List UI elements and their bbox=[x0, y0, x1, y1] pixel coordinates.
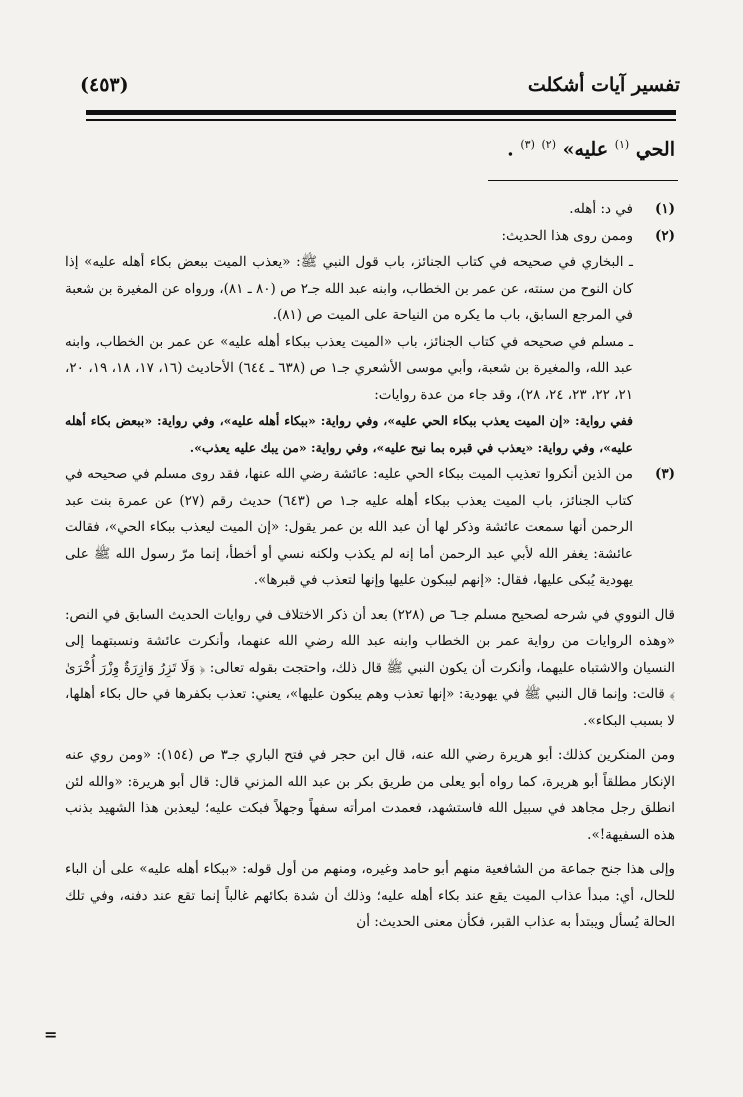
page-number: (٤٥٣) bbox=[80, 74, 129, 96]
footnote-text: في د: أهله. bbox=[569, 201, 633, 217]
footnote-line: ـ البخاري في صحيحه في كتاب الجنائز، باب قول النبي ﷺ: «يعذب الميت ببعض بكاء أهله عليه» إذا كان النوح من سنته، عن عمر بن الخطاب، وابنه عبد الله جـ٢ ص (٨٠ ـ ٨١)، ورواه عن المغيرة بن شعبة في المرجع السابق، باب ما يكره من النياحة على الميت ص (٨١). bbox=[65, 254, 633, 323]
footnote-paragraph: قال النووي في شرحه لصحيح مسلم جـ٦ ص (٢٢٨) بعد أن ذكر الاختلاف في روايات الحديث السابق في النص: «وهذه الروايات من رواية عمر بن الخطاب وابنه عبد الله رضي الله عنهما، وأنكرت عائشة ونسبتهما إلى النسيان والاشتباه عليهما، وأنكرت أن يكون النبي ﷺ قال ذلك، واحتجت بقوله تعالى: ﴿ وَلَا تَزِرُ وَازِرَةٌ وِزْرَ أُخْرَىٰ ﴾ قالت: وإنما قال النبي ﷺ في يهودية: «إنها تعذب وهم يبكون عليها»، يعني: تعذب بكفرها في حال بكاء أهلها، لا بسبب البكاء». bbox=[65, 606, 675, 729]
footnote-2 bbox=[65, 223, 675, 462]
footnote-ref-2: (٢) bbox=[541, 138, 557, 151]
footnote-number: (١) bbox=[654, 201, 675, 217]
main-text-mid: عليه» bbox=[562, 138, 609, 161]
running-title: تفسير آيات أشكلت bbox=[527, 74, 680, 96]
footnote-number: (٣) bbox=[654, 466, 675, 482]
footnote-paragraph: من الذين أنكروا تعذيب الميت ببكاء الحي عليه: عائشة رضي الله عنها، فقد روى مسلم في صحيحه في كتاب الجنائز، باب الميت يعذب ببكاء أهله عليه جـ١ ص (٦٤٣) حديث رقم (٢٧) عن عمرة بنت عبد الرحمن أنها سمعت عائشة وذكر لها أن عبد الله بن عمر يقول: «إن الميت ليعذب ببكاء الحي»، فقالت عائشة: يغفر الله لأبي عبد الرحمن أما إنه لم يكذب ولكنه نسي أو أخطأ، إنما مرّ رسول الله ﷺ على يهودية يُبكى عليها، فقال: «إنهم ليبكون عليها وإنها لتعذب في قبرها». bbox=[65, 466, 634, 588]
main-text-line bbox=[75, 138, 675, 160]
continuation-mark: = bbox=[44, 1025, 58, 1044]
footnote-line: وممن روى هذا الحديث: bbox=[501, 227, 633, 244]
page-header bbox=[80, 74, 680, 102]
footnote-line: ـ مسلم في صحيحه في كتاب الجنائز، باب «الميت يعذب ببكاء أهله عليه» عن عمر بن الخطاب، وابنه عبد الله، والمغيرة بن شعبة، وأبي موسى الأشعري جـ١ ص (٦٣٨ ـ ٦٤٤) الأحاديث (١٦، ١٧، ١٨، ١٩، ٢٠، ٢١، ٢٢، ٢٣، ٢٤، ٢٨)، وقد جاء من عدة روايات: bbox=[65, 333, 633, 403]
footnote-line: ففي رواية: «إن الميت يعذب ببكاء الحي عليه»، وفي رواية: «ببكاء أهله عليه»، وفي رواية: «ببعض بكاء أهله عليه»، وفي رواية: «يعذب في قبره بما نيح عليه»، وفي رواية: «من يبك عليه يعذب». bbox=[65, 413, 633, 455]
main-text-start: الحي bbox=[635, 138, 675, 161]
footnote-3 bbox=[65, 461, 675, 594]
footnotes-section bbox=[65, 196, 675, 936]
footnote-ref-3: (٣) bbox=[520, 138, 535, 151]
footnote-1 bbox=[65, 196, 675, 223]
footnote-paragraph: وإلى هذا جنح جماعة من الشافعية منهم أبو حامد وغيره، ومنهم من أول قوله: «ببكاء أهله عليه» على أن الباء للحال، أي: مبدأ عذاب الميت يقع عند بكاء أهله عليه؛ وذلك أن شدة بكائهم غالباً إنما تقع عند دفنه، وفي تلك الحالة يُسأل ويبتدأ به عذاب القبر، فكأن معنى الحديث: أن bbox=[65, 861, 675, 930]
footnote-separator bbox=[488, 180, 678, 181]
footnote-paragraph: ومن المنكرين كذلك: أبو هريرة رضي الله عنه، قال ابن حجر في فتح الباري جـ٣ ص (١٥٤): «ومن روي عنه الإنكار مطلقاً أبو هريرة، كما رواه أبو يعلى من طريق بكر بن عبد الله المزني قال: قال أبو هريرة: «والله لئن انطلق رجل مجاهد في سبيل الله فاستشهد، فعمدت امرأته سفهاً وجهلاً فبكت عليه؛ ليعذبن هذا الشهيد بذنب هذه السفيهة!». bbox=[65, 747, 676, 843]
main-text-end: . bbox=[507, 138, 514, 161]
footnote-ref-1: (١) bbox=[614, 138, 630, 151]
header-rule-thin bbox=[86, 119, 676, 121]
header-rule-thick bbox=[86, 110, 676, 115]
footnote-number: (٢) bbox=[654, 227, 675, 244]
